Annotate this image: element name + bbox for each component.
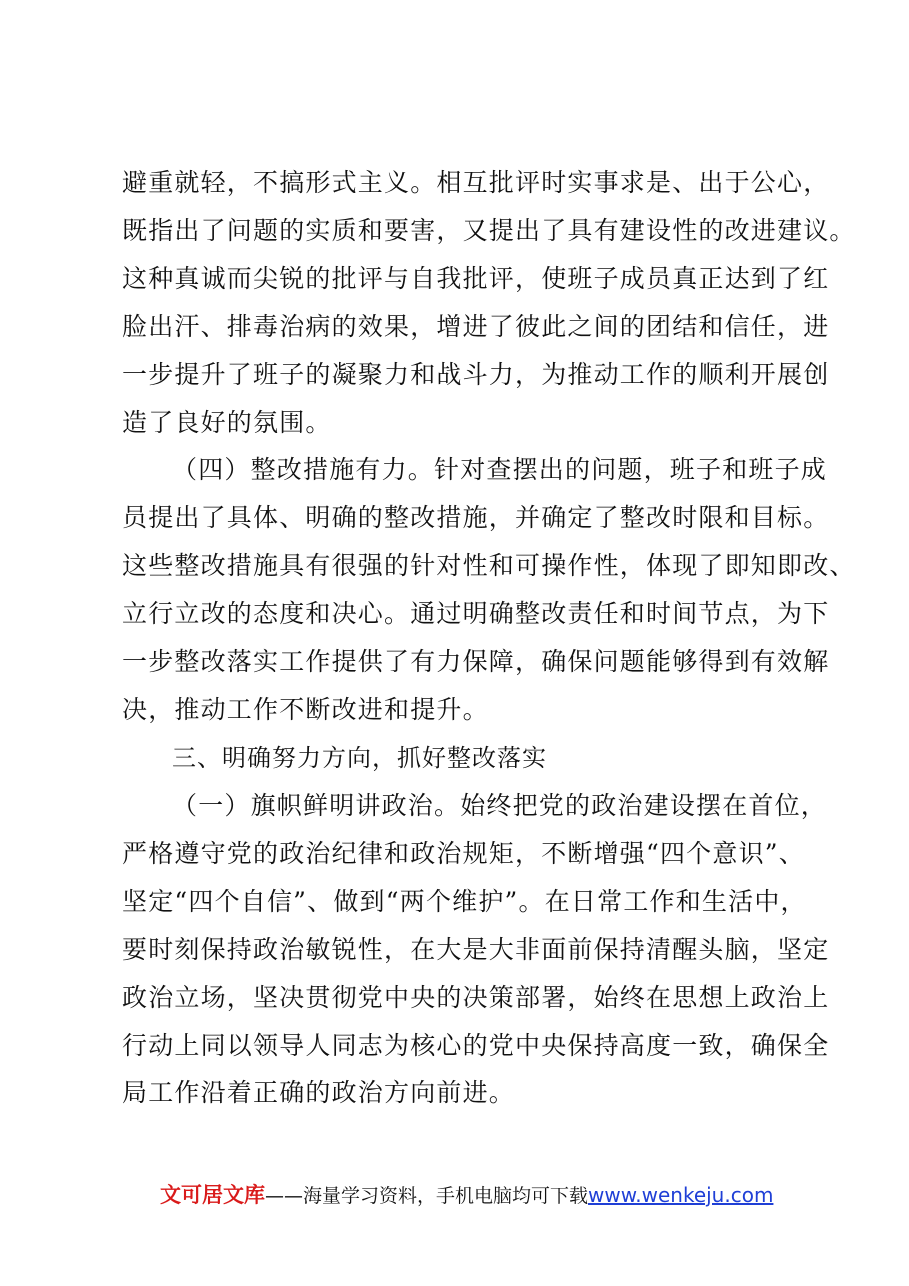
body-line: 一步整改落实工作提供了有力保障，确保问题能够得到有效解 (122, 647, 830, 676)
body-line: 坚定“四个自信”、做到“两个维护”。在日常工作和生活中， (122, 887, 807, 916)
body-line: 决，推动工作不断改进和提升。 (122, 695, 489, 724)
body-line: 造了良好的氛围。 (122, 408, 332, 437)
footer-link[interactable]: www.wenkeju.com (588, 1183, 774, 1207)
body-line: 脸出汗、排毒治病的效果，增进了彼此之间的团结和信任，进 (122, 312, 830, 341)
body-line: 立行立改的态度和决心。通过明确整改责任和时间节点，为下 (122, 599, 830, 628)
body-line: 员提出了具体、明确的整改措施，并确定了整改时限和目标。 (122, 503, 830, 532)
body-line: 避重就轻，不搞形式主义。相互批评时实事求是、出于公心， (122, 168, 830, 197)
footer-tagline: ——海量学习资料，手机电脑均可下载 (265, 1185, 589, 1207)
footer-watermark (160, 1182, 773, 1209)
body-line: 政治立场，坚决贯彻党中央的决策部署，始终在思想上政治上 (122, 983, 830, 1012)
body-line: 一步提升了班子的凝聚力和战斗力，为推动工作的顺利开展创 (122, 360, 830, 389)
body-line: 要时刻保持政治敏锐性，在大是大非面前保持清醒头脑，坚定 (122, 935, 830, 964)
body-line: 严格遵守党的政治纪律和政治规矩，不断增强“四个意识”、 (122, 839, 805, 868)
body-line: 既指出了问题的实质和要害，又提出了具有建设性的改进建议。 (122, 216, 856, 245)
section-paragraph-start: （四）整改措施有力。针对查摆出的问题，班子和班子成 (172, 455, 828, 484)
section-paragraph-start: （一）旗帜鲜明讲政治。始终把党的政治建设摆在首位， (172, 791, 828, 820)
body-line: 这些整改措施具有很强的针对性和可操作性，体现了即知即改、 (122, 551, 856, 580)
body-line: 行动上同以领导人同志为核心的党中央保持高度一致，确保全 (122, 1031, 830, 1060)
body-line: 局工作沿着正确的政治方向前进。 (122, 1078, 516, 1107)
footer-brand: 文可居文库 (160, 1183, 265, 1207)
body-line: 这种真诚而尖锐的批评与自我批评，使班子成员真正达到了红 (122, 264, 830, 293)
section-heading: 三、明确努力方向，抓好整改落实 (172, 744, 547, 772)
